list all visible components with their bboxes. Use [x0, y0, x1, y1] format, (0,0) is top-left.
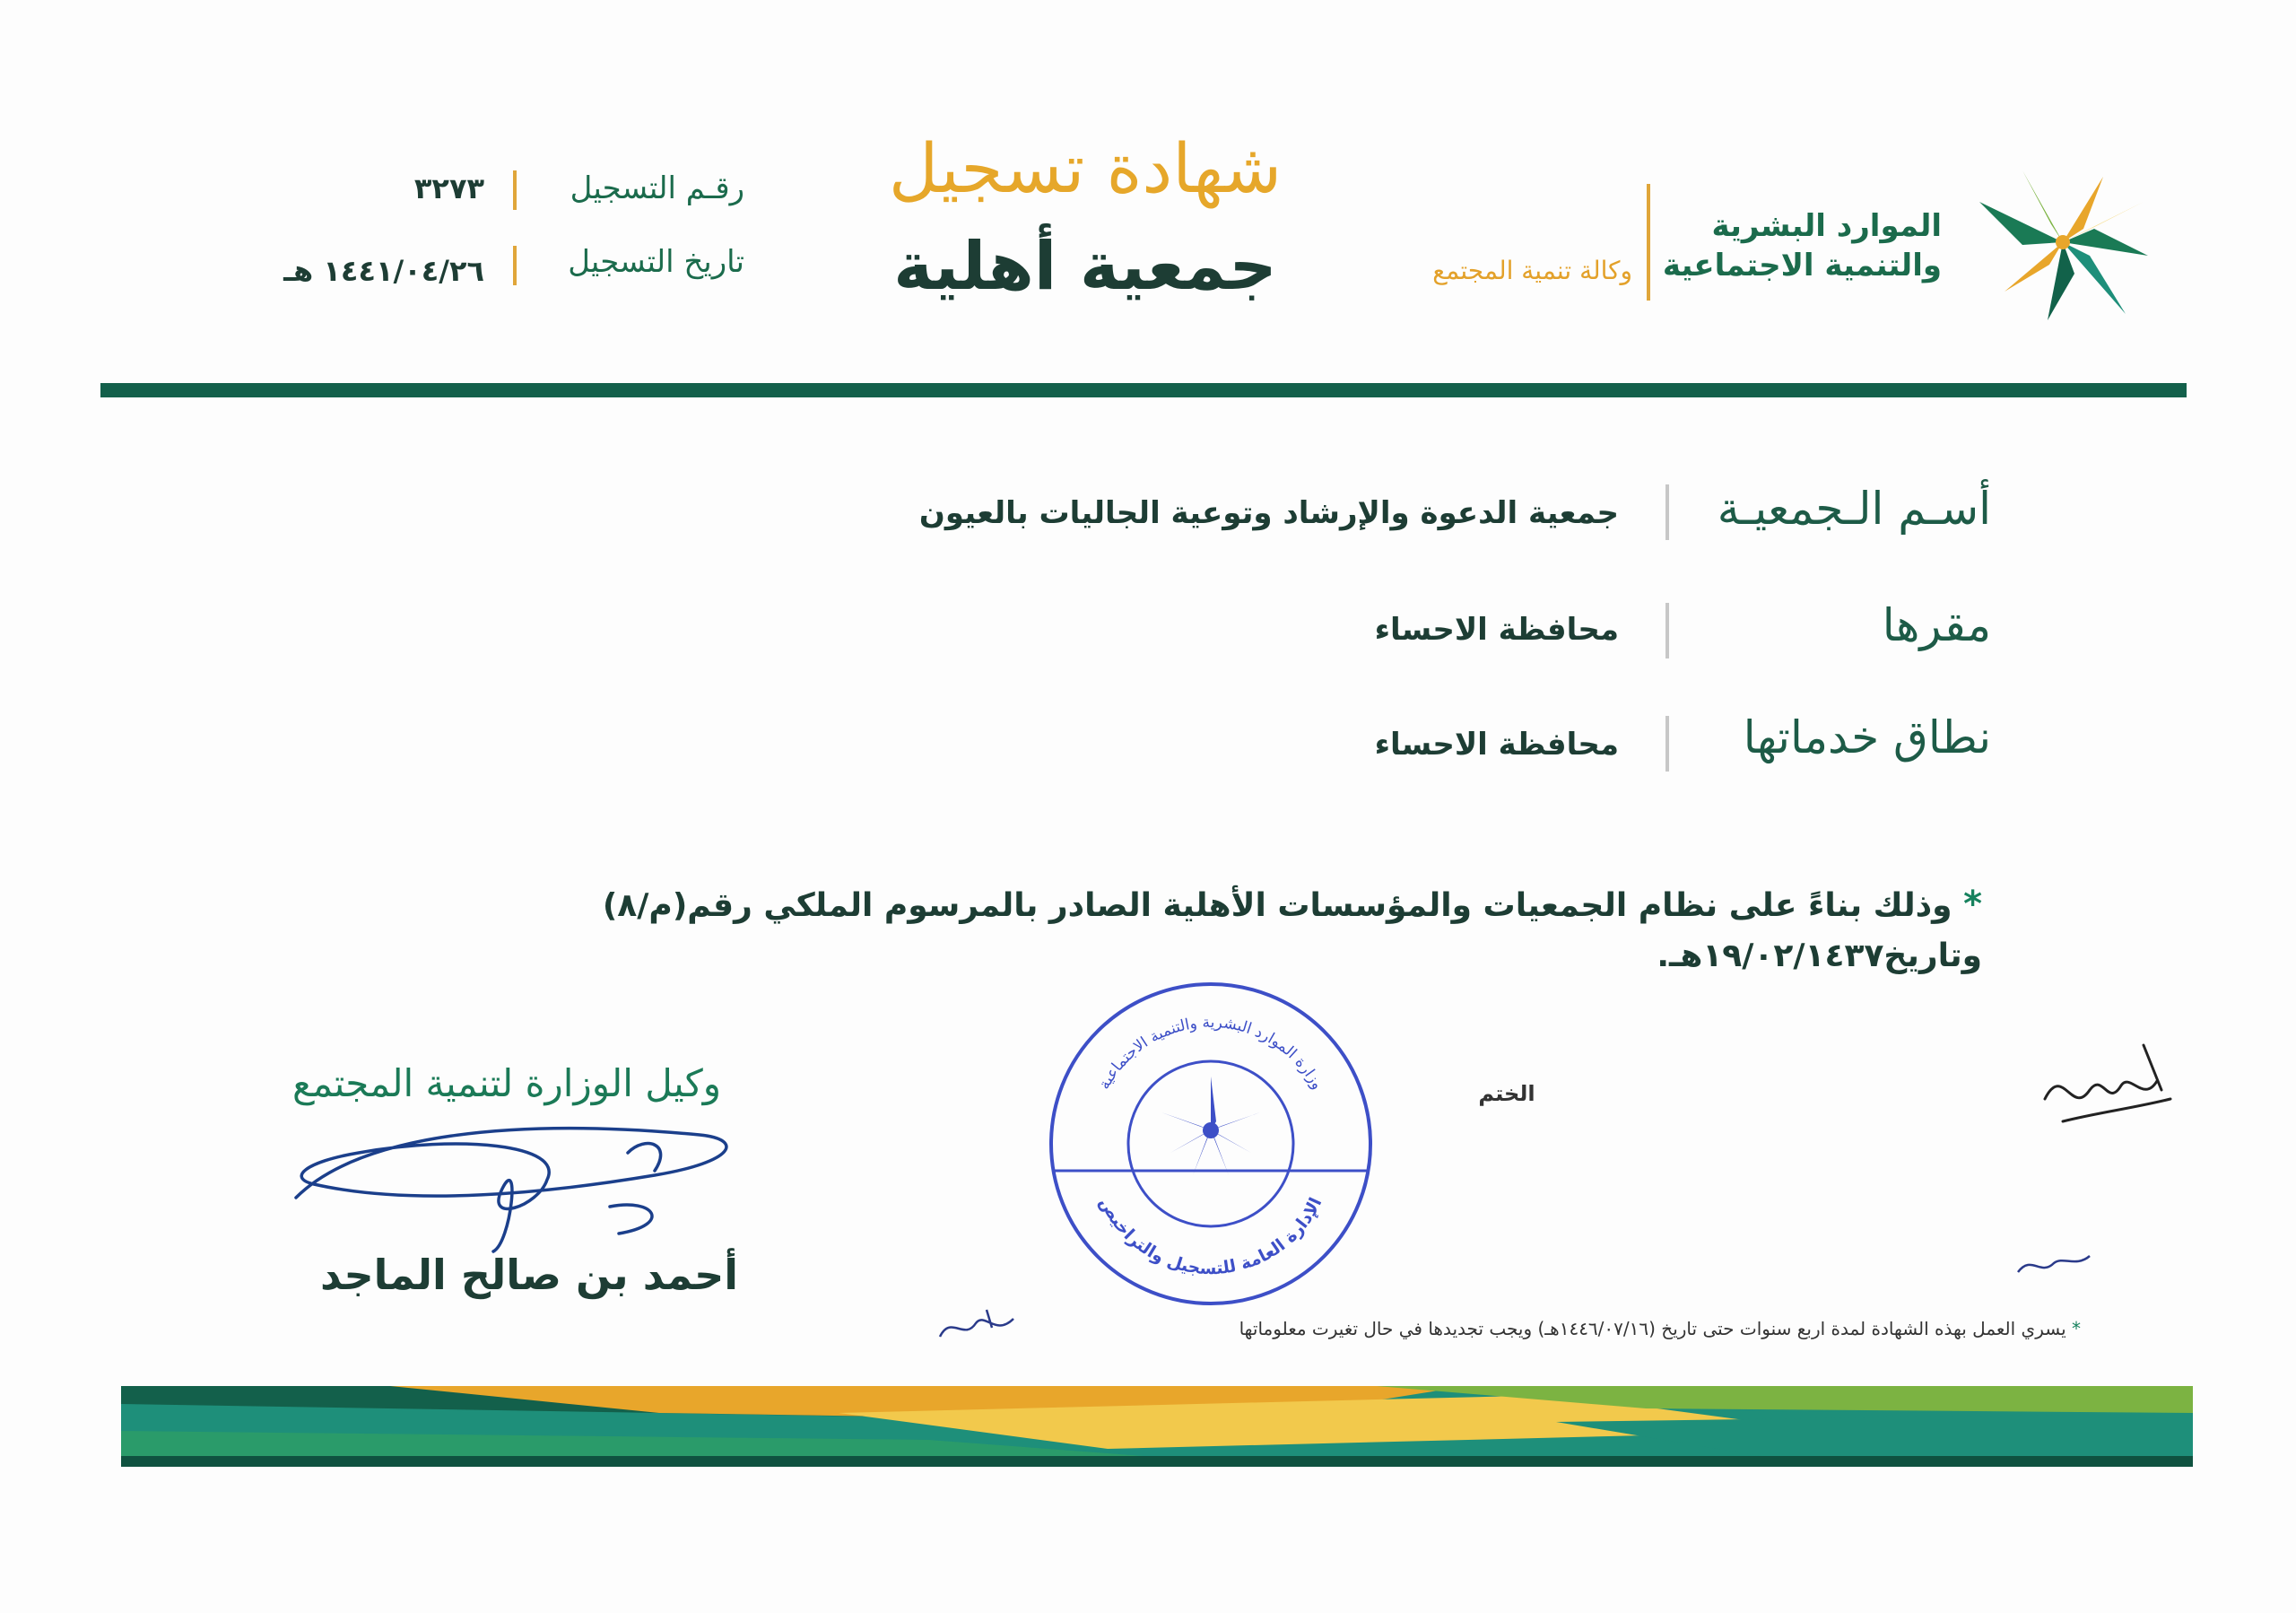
ministry-name-line2: والتنمية الاجتماعية — [1662, 248, 1942, 283]
field-value-headquarters: محافظة الاحساء — [1374, 612, 1619, 648]
validity-note — [915, 1315, 2081, 1342]
svg-text:الإدارة العامة للتسجيل والتراخ — [1095, 1194, 1326, 1278]
registration-date-label: تاريخ التسجيل — [568, 244, 744, 280]
initials-image — [2036, 1036, 2179, 1135]
registration-date-divider — [513, 246, 517, 285]
ministry-logo-icon — [1969, 166, 2157, 323]
field-label-name: أسـم الـجمعيـة — [1717, 483, 1991, 535]
decree-note-text: وذلك بناءً على نظام الجمعيات والمؤسسات الأهلية الصادر بالمرسوم الملكي رقم(م/٨) وتاريخ١٩/٠٢/١٤٣٧هـ. — [602, 887, 1982, 974]
seal-ring-top: وزارة الموارد البشرية والتنمية الاجتماعية — [1095, 1013, 1326, 1093]
registration-number-label: رقـم التسجيل — [570, 170, 744, 206]
registration-date-value: ١٤٤١/٠٤/٢٦ هـ — [283, 254, 484, 288]
signature-image — [278, 1099, 762, 1260]
field-label-service-scope: نطاق خدماتها — [1743, 711, 1991, 763]
certificate-title: شهادة تسجيل — [888, 128, 1283, 208]
ministry-name-line1: الموارد البشرية — [1711, 208, 1942, 244]
registration-number-divider — [513, 170, 517, 210]
header-rule — [100, 383, 2187, 397]
field-value-service-scope: محافظة الاحساء — [1374, 727, 1619, 763]
certificate-subtitle: جمعية أهلية — [893, 228, 1277, 305]
field-divider — [1665, 603, 1669, 658]
validity-note-text: يسري العمل بهذه الشهادة لمدة اربع سنوات حتى تاريخ (١٤٤٦/٠٧/١٦هـ) ويجب تجديدها في حال تغيرت معلوماتها — [1239, 1318, 2066, 1339]
field-divider — [1665, 716, 1669, 772]
field-divider — [1665, 484, 1669, 540]
registration-number-value: ٣٢٧٣ — [413, 171, 484, 205]
decree-note — [278, 879, 1982, 981]
signatory-title: وكيل الوزارة لتنمية المجتمع — [292, 1061, 721, 1105]
signatory-name: أحمد بن صالح الماجد — [319, 1251, 739, 1299]
decree-note-marker: * — [1963, 884, 1982, 925]
ministry-name — [1637, 206, 1942, 285]
official-seal-image — [1040, 973, 1381, 1314]
seal-label: الختم — [1478, 1081, 1535, 1106]
small-initials-image — [2013, 1245, 2094, 1281]
header-divider — [1647, 184, 1650, 301]
field-label-headquarters: مقرها — [1882, 599, 1991, 651]
validity-note-marker: * — [2072, 1318, 2081, 1339]
seal-ring-bottom: الإدارة العامة للتسجيل والتراخيص — [1095, 1193, 1326, 1279]
field-value-name: جمعية الدعوة والإرشاد وتوعية الجاليات بالعيون — [918, 495, 1619, 531]
agency-name: وكالة تنمية المجتمع — [1432, 256, 1632, 285]
decorative-footer-band — [121, 1386, 2193, 1467]
